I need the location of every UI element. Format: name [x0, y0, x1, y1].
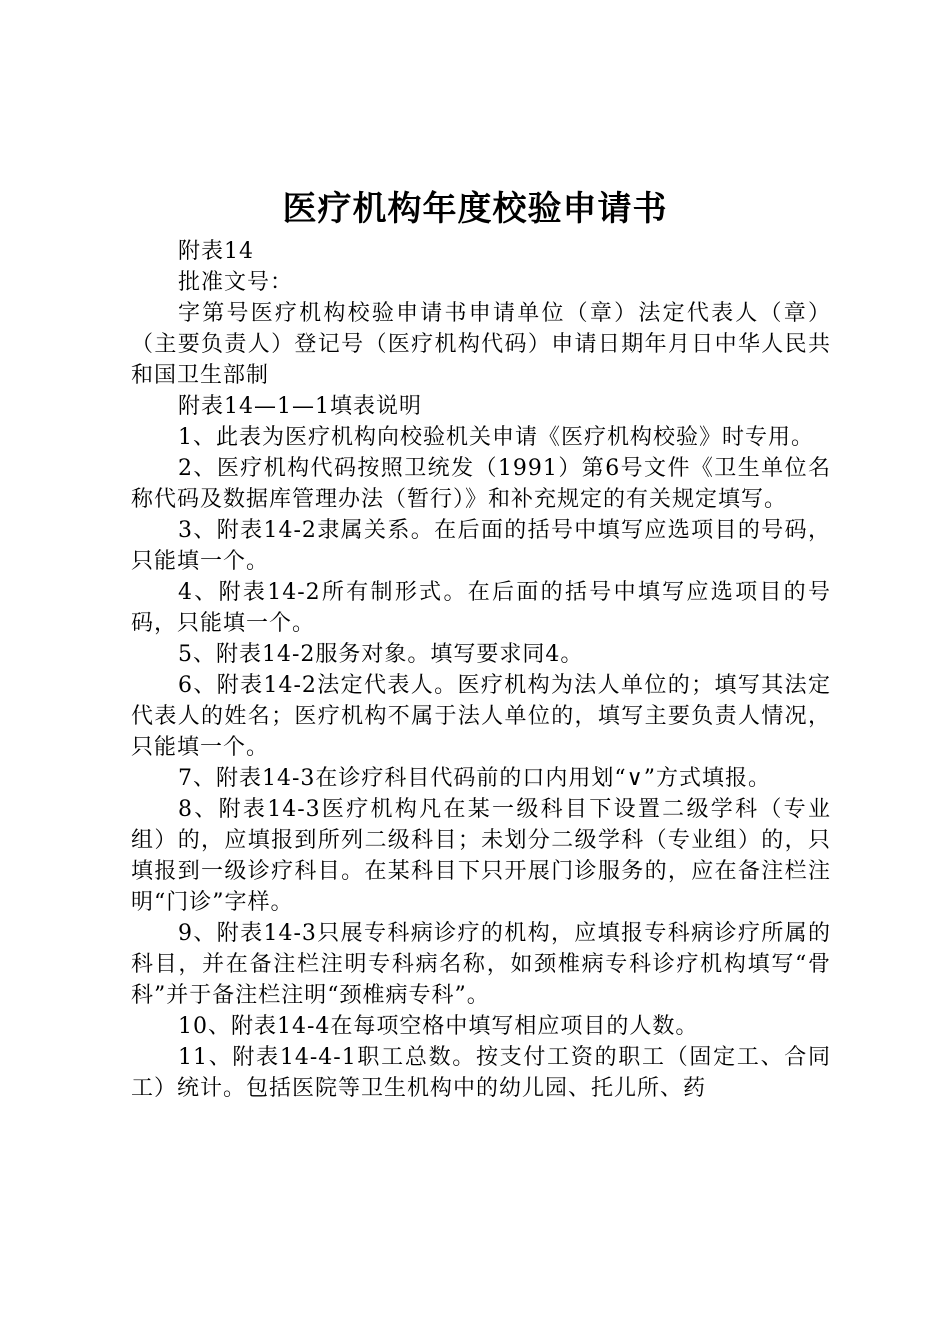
paragraph-item-7: 7、附表14-3在诊疗科目代码前的口内用划“∨”方式填报。 [178, 766, 772, 791]
paragraph-instructions-title: 附表14—1—1填表说明 [178, 394, 422, 419]
paragraph-approval-number: 批准文号： [178, 270, 294, 295]
paragraph-item-2: 2、医疗机构代码按照卫统发（1991）第6号文件《卫生单位名称代码及数据库管理办法（暂行）》和补充规定的有关规定填写。 [131, 456, 831, 512]
paragraph-item-5: 5、附表14-2服务对象。填写要求同4。 [178, 642, 584, 667]
document-title: 医疗机构年度校验申请书 [282, 189, 668, 229]
paragraph-item-1: 1、此表为医疗机构向校验机关申请《医疗机构校验》时专用。 [178, 425, 814, 450]
paragraph-item-9: 9、附表14-3只展专科病诊疗的机构，应填报专科病诊疗所属的科目，并在备注栏注明专科病名称，如颈椎病专科诊疗机构填写“骨科”并于备注栏注明“颈椎病专科”。 [131, 921, 831, 1008]
paragraph-item-10: 10、附表14-4在每项空格中填写相应项目的人数。 [178, 1014, 699, 1039]
paragraph-item-6: 6、附表14-2法定代表人。医疗机构为法人单位的；填写其法定代表人的姓名；医疗机构不属于法人单位的，填写主要负责人情况，只能填一个。 [131, 673, 831, 760]
document-body [131, 236, 831, 1104]
paragraph-item-11: 11、附表14-4-1职工总数。按支付工资的职工（固定工、合同工）统计。包括医院等卫生机构中的幼儿园、托儿所、药 [131, 1045, 831, 1101]
paragraph-item-8: 8、附表14-3医疗机构凡在某一级科目下设置二级学科（专业组）的，应填报到所列二级科目；未划分二级学科（专业组）的，只填报到一级诊疗科目。在某科目下只开展门诊服务的，应在备注栏注明“门诊”字样。 [131, 797, 831, 915]
paragraph-form-header: 字第号医疗机构校验申请书申请单位（章）法定代表人（章）（主要负责人）登记号（医疗机构代码）申请日期年月日中华人民共和国卫生部制 [131, 301, 831, 388]
paragraph-item-4: 4、附表14-2所有制形式。在后面的括号中填写应选项目的号码，只能填一个。 [131, 580, 831, 636]
paragraph-attachment-label: 附表14 [178, 239, 254, 264]
paragraph-item-3: 3、附表14-2隶属关系。在后面的括号中填写应选项目的号码，只能填一个。 [131, 518, 831, 574]
